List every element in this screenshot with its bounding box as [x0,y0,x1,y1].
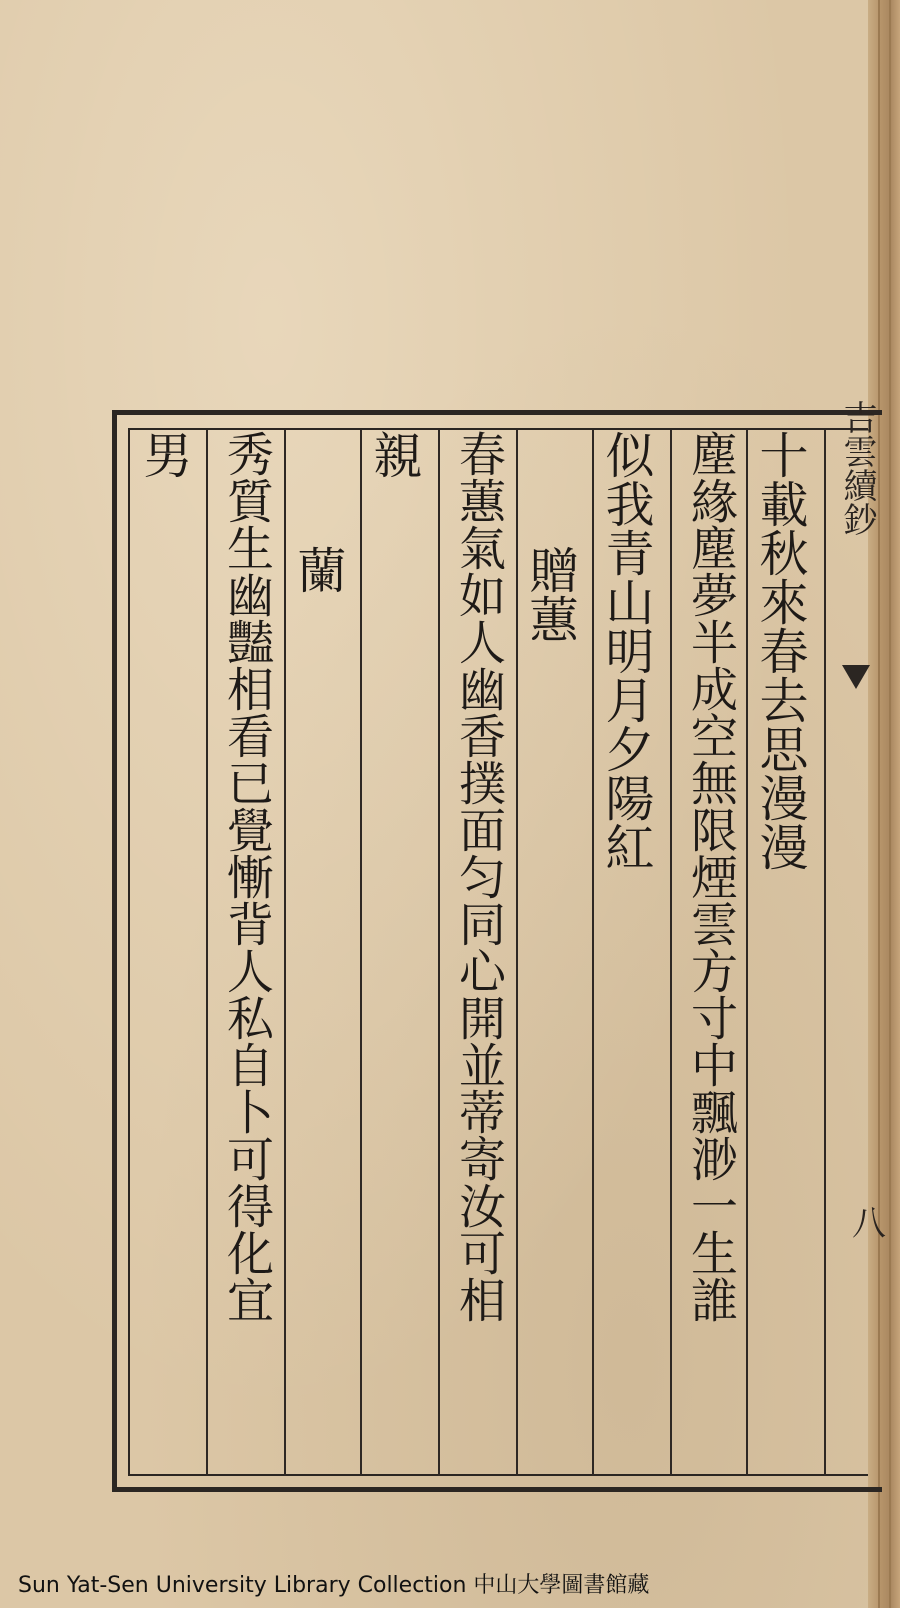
fold-line [889,0,891,1608]
margin-title: 吉雲續鈔 [837,400,877,536]
column-rule [438,430,440,1476]
text-column-8: 秀質生幽豔相看已覺慚背人私自卜可得化宜 [219,430,274,1323]
text-column-2: 塵緣塵夢半成空無限煙雲方寸中飄渺一生誰 [683,430,738,1323]
text-column-6: 親 [366,430,423,479]
text-column-title-hui: 贈蕙 [522,545,579,643]
text-column-title-lan: 蘭 [290,545,347,594]
collection-caption: Sun Yat-Sen University Library Collection 中山大學圖書館藏 [18,1573,650,1598]
fishtail-mark [842,665,870,689]
column-rule [824,430,826,1476]
text-column-9: 男 [136,430,193,479]
page-number: 八 [852,1204,886,1244]
column-rule [360,430,362,1476]
text-column-3: 似我青山明月夕陽紅 [598,430,655,871]
text-column-1: 十載秋來春去思漫漫 [752,430,809,871]
text-column-5: 春蕙氣如人幽香撲面匀同心開並蒂寄汝可相 [451,430,506,1323]
column-rule [670,430,672,1476]
column-rule [206,430,208,1476]
